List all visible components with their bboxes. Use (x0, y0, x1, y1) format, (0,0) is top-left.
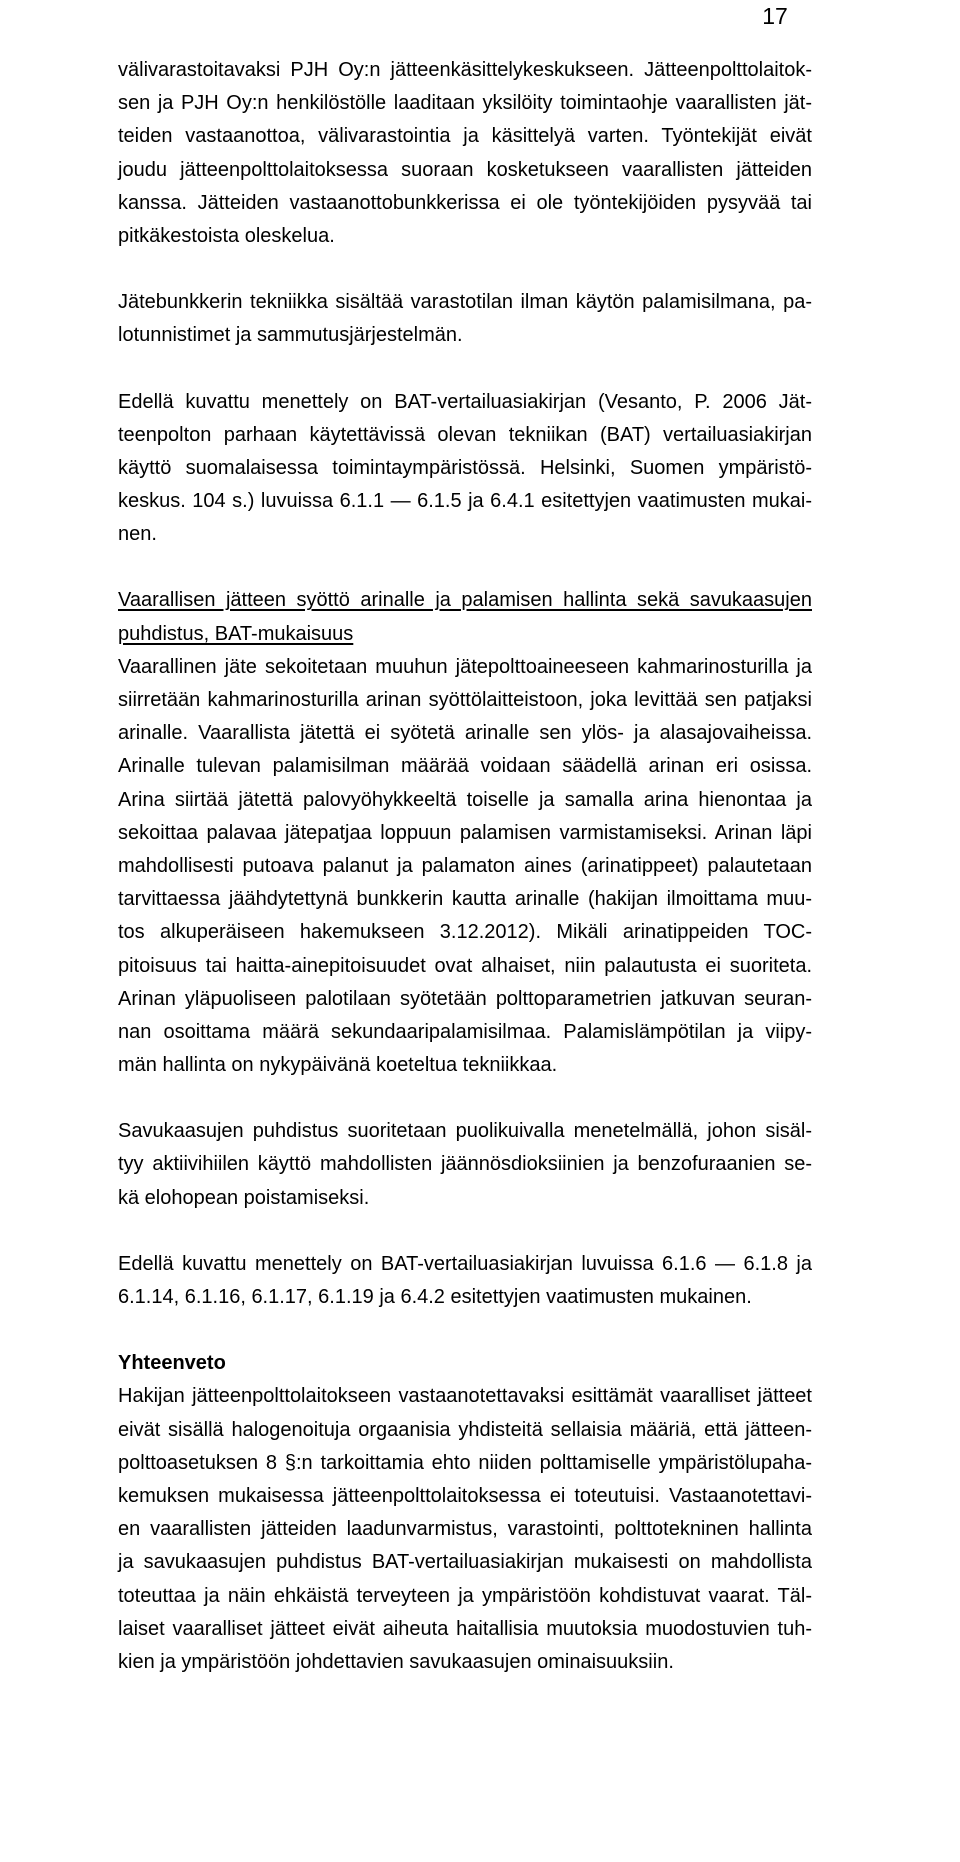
text-line: Savukaasujen puhdistus suoritetaan puolikuivalla menetelmällä, johon sisäl- (118, 1120, 812, 1143)
text-line: eivät sisällä halogenoituja orgaanisia yhdisteitä sellaisia määriä, että jätteen- (118, 1418, 812, 1441)
page-number: 17 (762, 3, 788, 29)
text-line: toteuttaa ja näin ehkäistä terveyteen ja ympäristöön kohdistuvat vaarat. Täl- (118, 1584, 812, 1607)
text-line: Hakijan jätteenpolttolaitokseen vastaanotettavaksi esittämät vaaralliset jätteet (118, 1385, 812, 1408)
text-line: mahdollisesti putoava palanut ja palamaton aines (arinatippeet) palautetaan (118, 854, 812, 877)
text-line: pitkäkestoista oleskelua. (118, 224, 335, 247)
text-line: Jätebunkkerin tekniikka sisältää varastotilan ilman käytön palamisilmana, pa- (118, 291, 812, 314)
text-line: ja savukaasujen puhdistus BAT-vertailuasiakirjan mukaisesti on mahdollista (118, 1551, 812, 1574)
text-line: Arina siirtää jätettä palovyöhykkeeltä toiselle ja samalla arina hienontaa ja (118, 788, 812, 811)
text-line: Vaarallinen jäte sekoitetaan muuhun jätepolttoaineeseen kahmarinosturilla ja (118, 655, 812, 678)
text-line: kemuksen mukaisessa jätteenpolttolaitoksessa ei toteutuisi. Vastaanotettavi- (118, 1484, 812, 1507)
section-heading: Yhteenveto (118, 1352, 226, 1375)
text-line: laiset vaaralliset jätteet eivät aiheuta haitallisia muutoksia muodostuvien tuh- (118, 1617, 812, 1640)
text-line: lotunnistimet ja sammutusjärjestelmän. (118, 324, 463, 347)
paragraph-bat-reference-1 (118, 386, 812, 552)
text-line: pitoisuus tai haitta-ainepitoisuudet ovat alhaiset, niin palautusta ei suoriteta. (118, 954, 812, 977)
text-line: siirretään kahmarinosturilla arinan syöttölaitteistoon, joka levittää sen patjaksi (118, 689, 812, 711)
text-line: 6.1.14, 6.1.16, 6.1.17, 6.1.19 ja 6.4.2 esitettyjen vaatimusten mukainen. (118, 1286, 752, 1308)
text-line: teiden vastaanottoa, välivarastointia ja käsittelyä varten. Työntekijät eivät (118, 125, 812, 148)
text-line: en vaarallisten jätteiden laadunvarmistus, varastointi, polttotekninen hallinta (118, 1518, 812, 1541)
section-summary (118, 1347, 812, 1679)
paragraph-bat-reference-2 (118, 1248, 812, 1314)
text-line: nan osoittama määrä sekundaaripalamisilmaa. Palamislämpötilan ja viipy- (118, 1020, 812, 1043)
text-line: arinalle. Vaarallista jätettä ei syötetä arinalle sen ylös- ja alasajovaiheissa. (118, 722, 812, 745)
text-line: tarvittaessa jäähdytettynä bunkkerin kautta arinalle (hakijan ilmoittama muu- (118, 888, 812, 911)
document-body (118, 54, 812, 1679)
section-heading-line: puhdistus, BAT-mukaisuus (118, 622, 354, 645)
text-line: Arinalle tulevan palamisilman määrää voidaan säädellä arinan eri osissa. (118, 755, 812, 778)
text-line: sen ja PJH Oy:n henkilöstölle laaditaan yksilöity toimintaohje vaarallisten jät- (118, 92, 812, 115)
text-line: välivarastoitavaksi PJH Oy:n jätteenkäsittelykeskukseen. Jätteenpolttolaitok- (118, 59, 812, 81)
text-line: Arinan yläpuoliseen palotilaan syötetään polttoparametrien jatkuvan seuran- (118, 987, 812, 1010)
paragraph-flue-gas-cleaning (118, 1115, 812, 1215)
text-line: tos alkuperäiseen hakemukseen 3.12.2012). Mikäli arinatippeiden TOC- (118, 921, 812, 944)
text-line: kien ja ympäristöön johdettavien savukaasujen ominaisuuksiin. (118, 1650, 674, 1673)
paragraph-bunker-technology (118, 286, 812, 352)
text-line: polttoasetuksen 8 §:n tarkoittamia ehto niiden polttamiselle ympäristölupaha- (118, 1451, 812, 1474)
text-line: käyttö suomalaisessa toimintaympäristössä. Helsinki, Suomen ympäristö- (118, 456, 812, 479)
text-line: kä elohopean poistamiseksi. (118, 1186, 370, 1209)
text-line: teenpolton parhaan käytettävissä olevan tekniikan (BAT) vertailuasiakirjan (118, 423, 812, 446)
text-line: Edellä kuvattu menettely on BAT-vertailuasiakirjan (Vesanto, P. 2006 Jät- (118, 390, 812, 413)
text-line: kanssa. Jätteiden vastaanottobunkkerissa ei ole työntekijöiden pysyvää tai (118, 191, 812, 214)
text-line: sekoittaa palavaa jätepatjaa loppuun palamisen varmistamiseksi. Arinan läpi (118, 821, 812, 844)
text-line: män hallinta on nykypäivänä koeteltua tekniikkaa. (118, 1054, 558, 1077)
text-line: joudu jätteenpolttolaitoksessa suoraan kosketukseen vaarallisten jätteiden (118, 158, 812, 181)
section-heading-line: Vaarallisen jätteen syöttö arinalle ja palamisen hallinta sekä savukaasujen (118, 589, 812, 612)
paragraph-waste-handling (118, 54, 812, 253)
section-feeding-and-combustion (118, 584, 812, 1082)
text-line: tyy aktiivihiilen käyttö mahdollisten jäännösdioksiinien ja benzofuraanien se- (118, 1153, 812, 1176)
text-line: nen. (118, 523, 157, 546)
text-line: keskus. 104 s.) luvuissa 6.1.1 — 6.1.5 ja 6.4.1 esitettyjen vaatimusten mukai- (118, 490, 812, 513)
text-line: Edellä kuvattu menettely on BAT-vertailuasiakirjan luvuissa 6.1.6 — 6.1.8 ja (118, 1252, 812, 1275)
